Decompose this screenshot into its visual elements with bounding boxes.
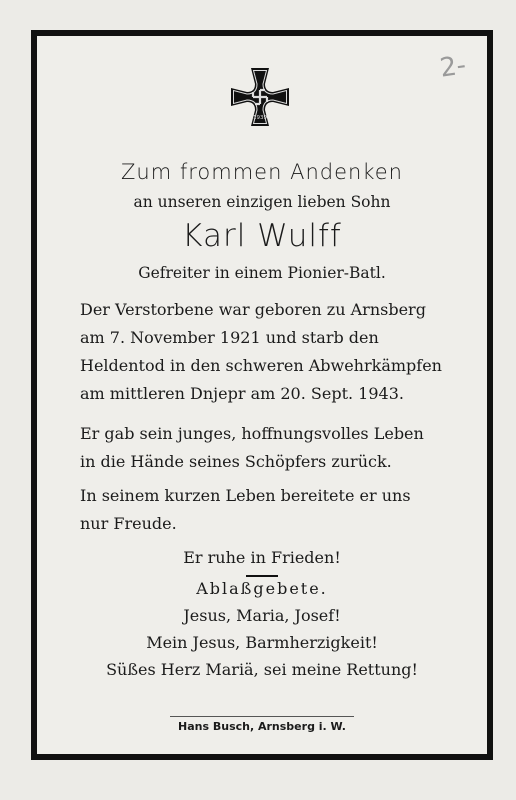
text-line: am 7. November 1921 und starb den: [80, 328, 379, 347]
military-rank: Gefreiter in einem Pionier-Batl.: [138, 264, 386, 282]
text-line: Er gab sein junges, hoffnungsvolles Leben: [80, 424, 424, 443]
text-line: am mittleren Dnjepr am 20. Sept. 1943.: [80, 384, 404, 403]
biography-paragraph: [80, 296, 450, 408]
text-line: in die Hände seines Schöpfers zurück.: [80, 452, 392, 471]
card-title: Zum frommen Andenken: [121, 160, 403, 184]
rest-in-peace: Er ruhe in Frieden!: [183, 548, 341, 567]
prayer-line: Jesus, Maria, Josef!: [183, 606, 341, 625]
text-line: Heldentod in den schweren Abwehrkämpfen: [80, 356, 442, 375]
text-line: Der Verstorbene war geboren zu Arnsberg: [80, 300, 426, 319]
card-subtitle: an unseren einzigen lieben Sohn: [133, 193, 391, 211]
printer-rule: [170, 716, 354, 717]
printer-imprint: Hans Busch, Arnsberg i. W.: [178, 720, 346, 733]
text-line: nur Freude.: [80, 514, 177, 533]
prayer-line: Mein Jesus, Barmherzigkeit!: [146, 633, 378, 652]
text-line: In seinem kurzen Leben bereitete er uns: [80, 486, 411, 505]
joy-paragraph: [80, 482, 450, 538]
prayer-line: Süßes Herz Mariä, sei meine Rettung!: [106, 660, 418, 679]
faith-paragraph: [80, 420, 450, 476]
divider-rule: [246, 575, 278, 577]
deceased-name: Karl Wulff: [182, 218, 342, 254]
prayers-heading: Ablaßgebete.: [196, 579, 328, 598]
iron-cross-icon: [229, 66, 291, 128]
cross-year: 1939: [253, 115, 267, 121]
pencil-annotation: 2-: [438, 50, 468, 84]
